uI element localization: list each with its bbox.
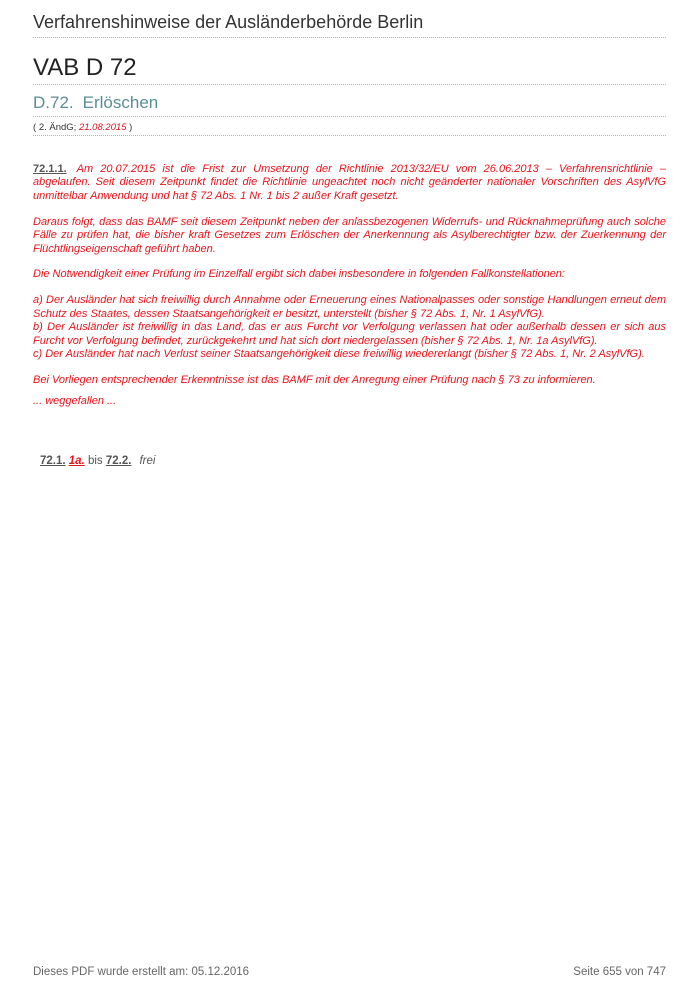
paragraph-4: Bei Vorliegen entsprechender Erkenntnisse ist das BAMF mit der Anregung einer Prüfung nach § 73 zu informieren. xyxy=(33,373,596,386)
amendment-note: ( 2. ÄndG; 21.08.2015 ) xyxy=(33,122,133,133)
amendment-date: 21.08.2015 xyxy=(78,122,127,133)
divider xyxy=(33,37,666,38)
section-number: D.72. xyxy=(33,93,74,112)
section-heading xyxy=(33,93,158,113)
paragraph-2: Daraus folgt, dass das BAMF seit diesem Zeitpunkt neben der anlassbezogenen Widerrufs- und Rücknahmeprüfung auch solche Fälle zu prüfen hat, die bisher kraft Gesetzes zum Erlöschen der Anerkennung als Asylberechtigter bzw. der Zuerkennung der Flüchtlingseigenschaft geführt haben. xyxy=(33,215,666,255)
ref-link-72-1[interactable]: 72.1. xyxy=(40,455,66,467)
document-title: VAB D 72 xyxy=(33,54,137,81)
amendment-change: 2. ÄndG; xyxy=(38,122,77,133)
section-ref-link[interactable]: 72.1.1. xyxy=(33,163,67,175)
cross-reference-line: 72.1. 1a. bis 72.2. frei xyxy=(40,455,156,467)
paragraph-1: 72.1.1. Am 20.07.2015 ist die Frist zur Umsetzung der Richtlinie 2013/32/EU vom 26.06.2013 – Verfahrensrichtlinie – abgelaufen. Seit diesem Zeitpunkt findet die Richtlinie ungeachtet noch nicht geänderter nationaler Vorschriften des AsylVfG unmittelbar Anwendung und hat § 72 Abs. 1 Nr. 1 bis 2 außer Kraft gesetzt. xyxy=(33,163,666,202)
divider xyxy=(33,84,666,85)
section-title: Erlöschen xyxy=(82,93,159,112)
divider xyxy=(33,116,666,117)
ref-link-72-2[interactable]: 72.2. xyxy=(105,455,132,467)
footer-created: Dieses PDF wurde erstellt am: 05.12.2016 xyxy=(33,966,250,978)
status-text: frei xyxy=(139,455,156,467)
main-content xyxy=(33,163,666,409)
divider xyxy=(33,135,666,136)
header-title: Verfahrenshinweise der Ausländerbehörde Berlin xyxy=(33,12,424,32)
list-item-a: a) Der Ausländer hat sich freiwillig durch Annahme oder Erneuerung eines Nationalpasses oder sonstige Handlungen erneut dem Schutz des Staates, dessen Staatsangehörigkeit er besitzt, unterstellt (bisher § 72 Abs. 1, Nr. 1 AsylVfG). xyxy=(33,294,666,320)
ref-link-1a[interactable]: 1a. xyxy=(68,455,85,467)
paragraph-3: Die Notwendigkeit einer Prüfung im Einzelfall ergibt sich dabei insbesondere in folgenden Fallkonstellationen: xyxy=(33,268,565,281)
list-item-c: c) Der Ausländer hat nach Verlust seiner Staatsangehörigkeit diese freiwillig wiedererlangt (bisher § 72 Abs. 1, Nr. 2 AsylVfG). xyxy=(33,347,645,360)
list-item-b: b) Der Ausländer ist freiwillig in das Land, das er aus Furcht vor Verfolgung verlassen hat oder außerhalb dessen er sich aus Furcht vor Verfolgung befindet, zurückgekehrt und hat sich dort niedergelassen (bisher § 72 Abs. 1, Nr. 1a AsylVfG). xyxy=(33,321,666,347)
paragraph-5: ... weggefallen ... xyxy=(33,395,117,408)
footer-page-number: Seite 655 von 747 xyxy=(573,966,666,978)
